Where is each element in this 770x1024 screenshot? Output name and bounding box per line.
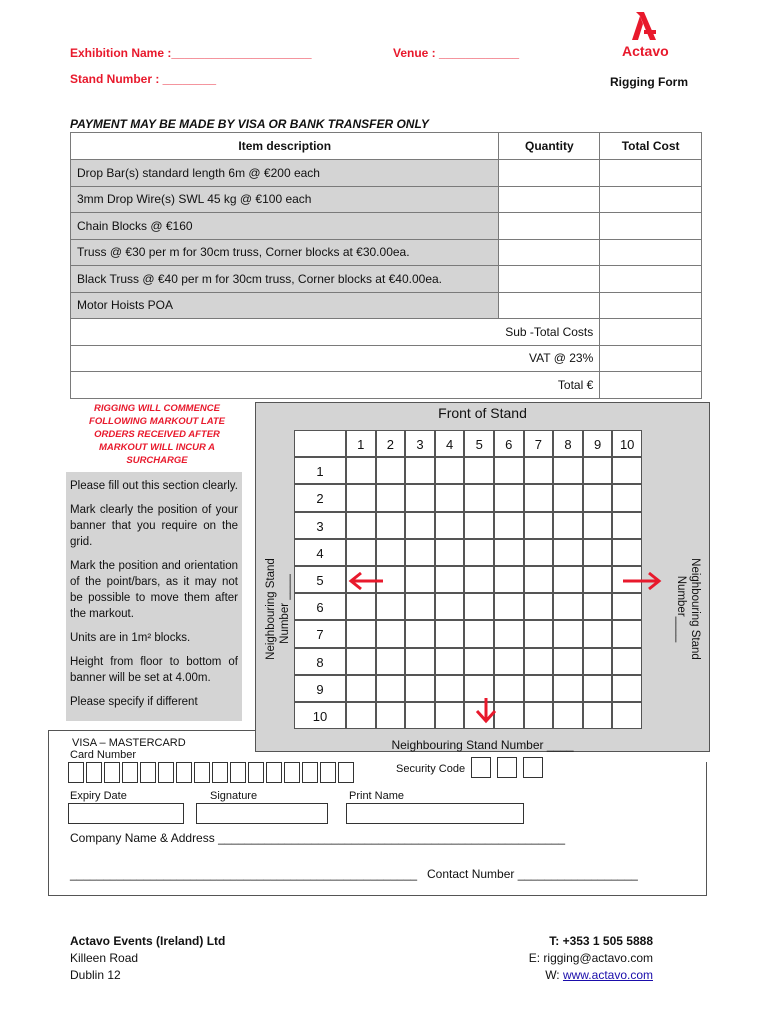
grid-column-header: 4 (435, 430, 465, 457)
arrow-down-icon (474, 696, 498, 729)
table-header-row (71, 133, 702, 160)
signature-label: Signature (210, 790, 258, 802)
item-description: 3mm Drop Wire(s) SWL 45 kg @ €100 each (71, 186, 499, 213)
card-digit-box[interactable] (68, 762, 84, 783)
security-code-label: Security Code (396, 763, 466, 775)
front-of-stand-label: Front of Stand (438, 405, 527, 421)
grid-cell[interactable] (405, 539, 435, 566)
grid-cell[interactable] (524, 648, 554, 675)
grid-cell[interactable] (524, 702, 554, 729)
grid-cell[interactable] (612, 484, 642, 511)
grid-cell[interactable] (435, 648, 465, 675)
grid-cell[interactable] (524, 484, 554, 511)
table-row (71, 239, 702, 266)
grid-cell[interactable] (435, 675, 465, 702)
address-line-field[interactable]: ____________________________________________________ (70, 867, 418, 881)
vat-input[interactable] (600, 345, 702, 372)
grid-cell[interactable] (376, 648, 406, 675)
grid-cell[interactable] (524, 512, 554, 539)
footer-company: Actavo Events (Ireland) Ltd (70, 934, 226, 948)
grid-cell[interactable] (435, 620, 465, 647)
grid-cell[interactable] (494, 702, 524, 729)
website-link[interactable]: www.actavo.com (562, 968, 653, 982)
security-code-box[interactable] (471, 757, 491, 778)
grid-cell[interactable] (524, 539, 554, 566)
grid-cell[interactable] (612, 539, 642, 566)
grid-cell[interactable] (346, 484, 376, 511)
grid-cell[interactable] (405, 512, 435, 539)
grid-cell[interactable] (612, 457, 642, 484)
grid-cell[interactable] (376, 539, 406, 566)
item-description: Chain Blocks @ €160 (71, 213, 499, 240)
card-digit-box[interactable] (104, 762, 120, 783)
grid-cell[interactable] (405, 457, 435, 484)
grid-row-header: 8 (294, 648, 346, 675)
grid-cell[interactable] (494, 620, 524, 647)
grid-row-header: 4 (294, 539, 346, 566)
total-cost-input[interactable] (600, 239, 702, 266)
grid-column-header: 3 (405, 430, 435, 457)
footer-address-line: Dublin 12 (70, 968, 121, 982)
grid-cell[interactable] (464, 512, 494, 539)
card-types-label: VISA – MASTERCARD (72, 737, 186, 749)
venue-field[interactable]: Venue : ____________ (393, 46, 520, 60)
table-row (71, 160, 702, 187)
grid-cell[interactable] (494, 593, 524, 620)
grid-cell[interactable] (494, 648, 524, 675)
print-name-input[interactable] (346, 803, 524, 824)
grid-cell[interactable] (524, 566, 554, 593)
company-address-field[interactable]: Company Name & Address ____________________________________________________ (70, 831, 566, 845)
grid-cell[interactable] (553, 593, 583, 620)
brand-name: Actavo (622, 43, 669, 59)
item-description: Black Truss @ €40 per m for 30cm truss, Corner blocks at €40.00ea. (71, 266, 499, 293)
card-digit-box[interactable] (140, 762, 156, 783)
footer-email: E: rigging@actavo.com (528, 951, 653, 965)
card-digit-box[interactable] (284, 762, 300, 783)
grid-cell[interactable] (612, 648, 642, 675)
quantity-input[interactable] (499, 239, 600, 266)
grid-cell[interactable] (376, 457, 406, 484)
grid-cell[interactable] (494, 675, 524, 702)
grid-row-header: 2 (294, 484, 346, 511)
total-cost-input[interactable] (600, 292, 702, 319)
footer-address (70, 933, 225, 984)
grid-cell[interactable] (494, 539, 524, 566)
grid-cell[interactable] (464, 457, 494, 484)
grid-cell[interactable] (346, 702, 376, 729)
expiry-label: Expiry Date (70, 790, 127, 802)
grid-cell[interactable] (346, 675, 376, 702)
footer-contact (529, 933, 653, 984)
grid-row-header: 10 (294, 702, 346, 729)
footer-web-prefix: W: (545, 968, 563, 982)
card-digit-box[interactable] (86, 762, 102, 783)
grid-cell[interactable] (524, 457, 554, 484)
card-digit-box[interactable] (338, 762, 354, 783)
grid-cell[interactable] (346, 620, 376, 647)
bottom-neighbour-label: Neighbouring Stand Number ____ (391, 738, 574, 752)
grid-row-header: 1 (294, 457, 346, 484)
grid-cell[interactable] (583, 484, 613, 511)
grid-cell[interactable] (435, 457, 465, 484)
header-item-description: Item description (71, 133, 499, 160)
stand-number-field[interactable]: Stand Number : ________ (70, 72, 217, 86)
arrow-left-icon (347, 571, 385, 596)
grid-cell[interactable] (435, 539, 465, 566)
grid-cell[interactable] (612, 702, 642, 729)
grid-cell[interactable] (494, 484, 524, 511)
instruction-text: Height from floor to bottom of banner will be set at 4.00m. (70, 656, 238, 684)
actavo-logo-icon (622, 10, 672, 46)
grid-cell[interactable] (553, 648, 583, 675)
card-digit-box[interactable] (158, 762, 174, 783)
footer-phone: T: +353 1 505 5888 (549, 934, 653, 948)
grid-cell[interactable] (612, 620, 642, 647)
grid-cell[interactable] (464, 593, 494, 620)
form-title: Rigging Form (610, 75, 688, 89)
footer-address-line: Killeen Road (70, 951, 139, 965)
table-row (71, 292, 702, 319)
grid-cell[interactable] (583, 593, 613, 620)
vat-label: VAT @ 23% (71, 345, 600, 372)
total-row (71, 372, 702, 399)
grid-cell[interactable] (435, 702, 465, 729)
contact-number-field[interactable]: Contact Number __________________ (427, 867, 638, 881)
grid-cell[interactable] (612, 512, 642, 539)
grid-cell[interactable] (376, 484, 406, 511)
grid-cell[interactable] (405, 648, 435, 675)
card-digit-box[interactable] (230, 762, 246, 783)
instruction-text: Please fill out this section clearly. (70, 480, 238, 492)
header-quantity: Quantity (499, 133, 600, 160)
item-description: Truss @ €30 per m for 30cm truss, Corner blocks at €30.00ea. (71, 239, 499, 266)
grid-cell[interactable] (553, 457, 583, 484)
grid-cell[interactable] (405, 566, 435, 593)
grid-cell[interactable] (435, 484, 465, 511)
instruction-text: Units are in 1m² blocks. (70, 632, 191, 644)
grid-cell[interactable] (346, 648, 376, 675)
grid-cell[interactable] (524, 620, 554, 647)
grid-cell[interactable] (405, 702, 435, 729)
grid-cell[interactable] (464, 539, 494, 566)
grid-cell[interactable] (583, 539, 613, 566)
instruction-text: Mark the position and orientation of the point/bars, as it may not be possible to move them after the markout. (70, 560, 238, 620)
table-row (71, 266, 702, 293)
grid-cell[interactable] (583, 512, 613, 539)
quantity-input[interactable] (499, 213, 600, 240)
grid-row-header: 9 (294, 675, 346, 702)
grid-cell[interactable] (376, 593, 406, 620)
grid-cell[interactable] (376, 512, 406, 539)
grid-cell[interactable] (435, 512, 465, 539)
grid-cell[interactable] (553, 620, 583, 647)
card-digit-box[interactable] (176, 762, 192, 783)
grid-cell[interactable] (464, 648, 494, 675)
grid-cell[interactable] (583, 620, 613, 647)
grid-cell[interactable] (346, 539, 376, 566)
total-cost-input[interactable] (600, 213, 702, 240)
grid-cell[interactable] (346, 512, 376, 539)
grid-cell[interactable] (524, 593, 554, 620)
arrow-right-icon (621, 571, 663, 596)
table-row (71, 186, 702, 213)
card-number-label: Card Number (70, 749, 137, 761)
grid-column-header: 2 (376, 430, 406, 457)
grid-cell[interactable] (612, 675, 642, 702)
grid-column-header: 1 (346, 430, 376, 457)
grid-row-header: 7 (294, 620, 346, 647)
card-digit-box[interactable] (302, 762, 318, 783)
grid-cell[interactable] (553, 702, 583, 729)
instruction-text: Please specify if different (70, 696, 198, 708)
grid-cell[interactable] (405, 484, 435, 511)
card-digit-box[interactable] (212, 762, 228, 783)
grid-column-header: 8 (553, 430, 583, 457)
grid-cell[interactable] (553, 675, 583, 702)
instructions-box (66, 472, 242, 721)
header-total-cost: Total Cost (600, 133, 702, 160)
quantity-input[interactable] (499, 186, 600, 213)
security-code-box[interactable] (497, 757, 517, 778)
grid-cell[interactable] (494, 566, 524, 593)
exhibition-name-field[interactable]: Exhibition Name :_____________________ (70, 46, 312, 60)
total-cost-input[interactable] (600, 266, 702, 293)
grid-cell[interactable] (405, 593, 435, 620)
grid-cell[interactable] (524, 675, 554, 702)
markout-warning: RIGGING WILL COMMENCE FOLLOWING MARKOUT LATE ORDERS RECEIVED AFTER MARKOUT WILL INCUR A SURCHARGE (89, 403, 225, 466)
grid-cell[interactable] (346, 593, 376, 620)
grid-cell[interactable] (553, 484, 583, 511)
grid-column-header: 5 (464, 430, 494, 457)
grid-row-header: 3 (294, 512, 346, 539)
grid-column-header: 9 (583, 430, 613, 457)
card-digit-box[interactable] (320, 762, 336, 783)
quantity-input[interactable] (499, 292, 600, 319)
grid-cell[interactable] (464, 484, 494, 511)
grid-cell[interactable] (405, 620, 435, 647)
subtotal-label: Sub -Total Costs (71, 319, 600, 346)
total-cost-input[interactable] (600, 186, 702, 213)
grid-cell[interactable] (612, 593, 642, 620)
grid-cell[interactable] (553, 539, 583, 566)
total-cost-input[interactable] (600, 160, 702, 187)
grid-cell[interactable] (583, 457, 613, 484)
grid-cell[interactable] (494, 512, 524, 539)
grid-column-header: 10 (612, 430, 642, 457)
grid-cell[interactable] (464, 566, 494, 593)
instruction-text: Mark clearly the position of your banner that you require on the grid. (70, 504, 238, 548)
grid-cell[interactable] (376, 675, 406, 702)
table-row (71, 213, 702, 240)
grid-cell[interactable] (346, 457, 376, 484)
grid-cell[interactable] (376, 620, 406, 647)
card-digit-box[interactable] (266, 762, 282, 783)
footer-web (529, 967, 653, 984)
grid-cell[interactable] (435, 593, 465, 620)
grid-corner (294, 430, 346, 457)
grid-column-header: 7 (524, 430, 554, 457)
quantity-input[interactable] (499, 160, 600, 187)
items-table (70, 132, 702, 399)
grid-column-header: 6 (494, 430, 524, 457)
total-input[interactable] (600, 372, 702, 399)
left-neighbour-label: Neighbouring Stand Number ____ (265, 558, 291, 660)
vat-row (71, 345, 702, 372)
grid-cell[interactable] (553, 566, 583, 593)
item-description: Motor Hoists POA (71, 292, 499, 319)
grid-cell[interactable] (583, 702, 613, 729)
right-neighbour-label: Neighbouring Stand Number____ (675, 558, 701, 660)
card-digit-box[interactable] (122, 762, 138, 783)
card-digit-box[interactable] (248, 762, 264, 783)
grid-cell[interactable] (435, 566, 465, 593)
grid-cell[interactable] (583, 648, 613, 675)
grid-cell[interactable] (553, 512, 583, 539)
item-description: Drop Bar(s) standard length 6m @ €200 each (71, 160, 499, 187)
grid-row-header: 6 (294, 593, 346, 620)
total-label: Total € (71, 372, 600, 399)
signature-input[interactable] (196, 803, 328, 824)
expiry-input[interactable] (68, 803, 184, 824)
subtotal-input[interactable] (600, 319, 702, 346)
grid-cell[interactable] (405, 675, 435, 702)
print-name-label: Print Name (349, 790, 405, 802)
card-digit-box[interactable] (194, 762, 210, 783)
grid-cell[interactable] (494, 457, 524, 484)
grid-cell[interactable] (583, 566, 613, 593)
grid-cell[interactable] (583, 675, 613, 702)
payment-note: PAYMENT MAY BE MADE BY VISA OR BANK TRANSFER ONLY (70, 117, 429, 131)
subtotal-row (71, 319, 702, 346)
grid-cell[interactable] (376, 702, 406, 729)
quantity-input[interactable] (499, 266, 600, 293)
grid-cell[interactable] (464, 620, 494, 647)
security-code-box[interactable] (523, 757, 543, 778)
grid-row-header: 5 (294, 566, 346, 593)
